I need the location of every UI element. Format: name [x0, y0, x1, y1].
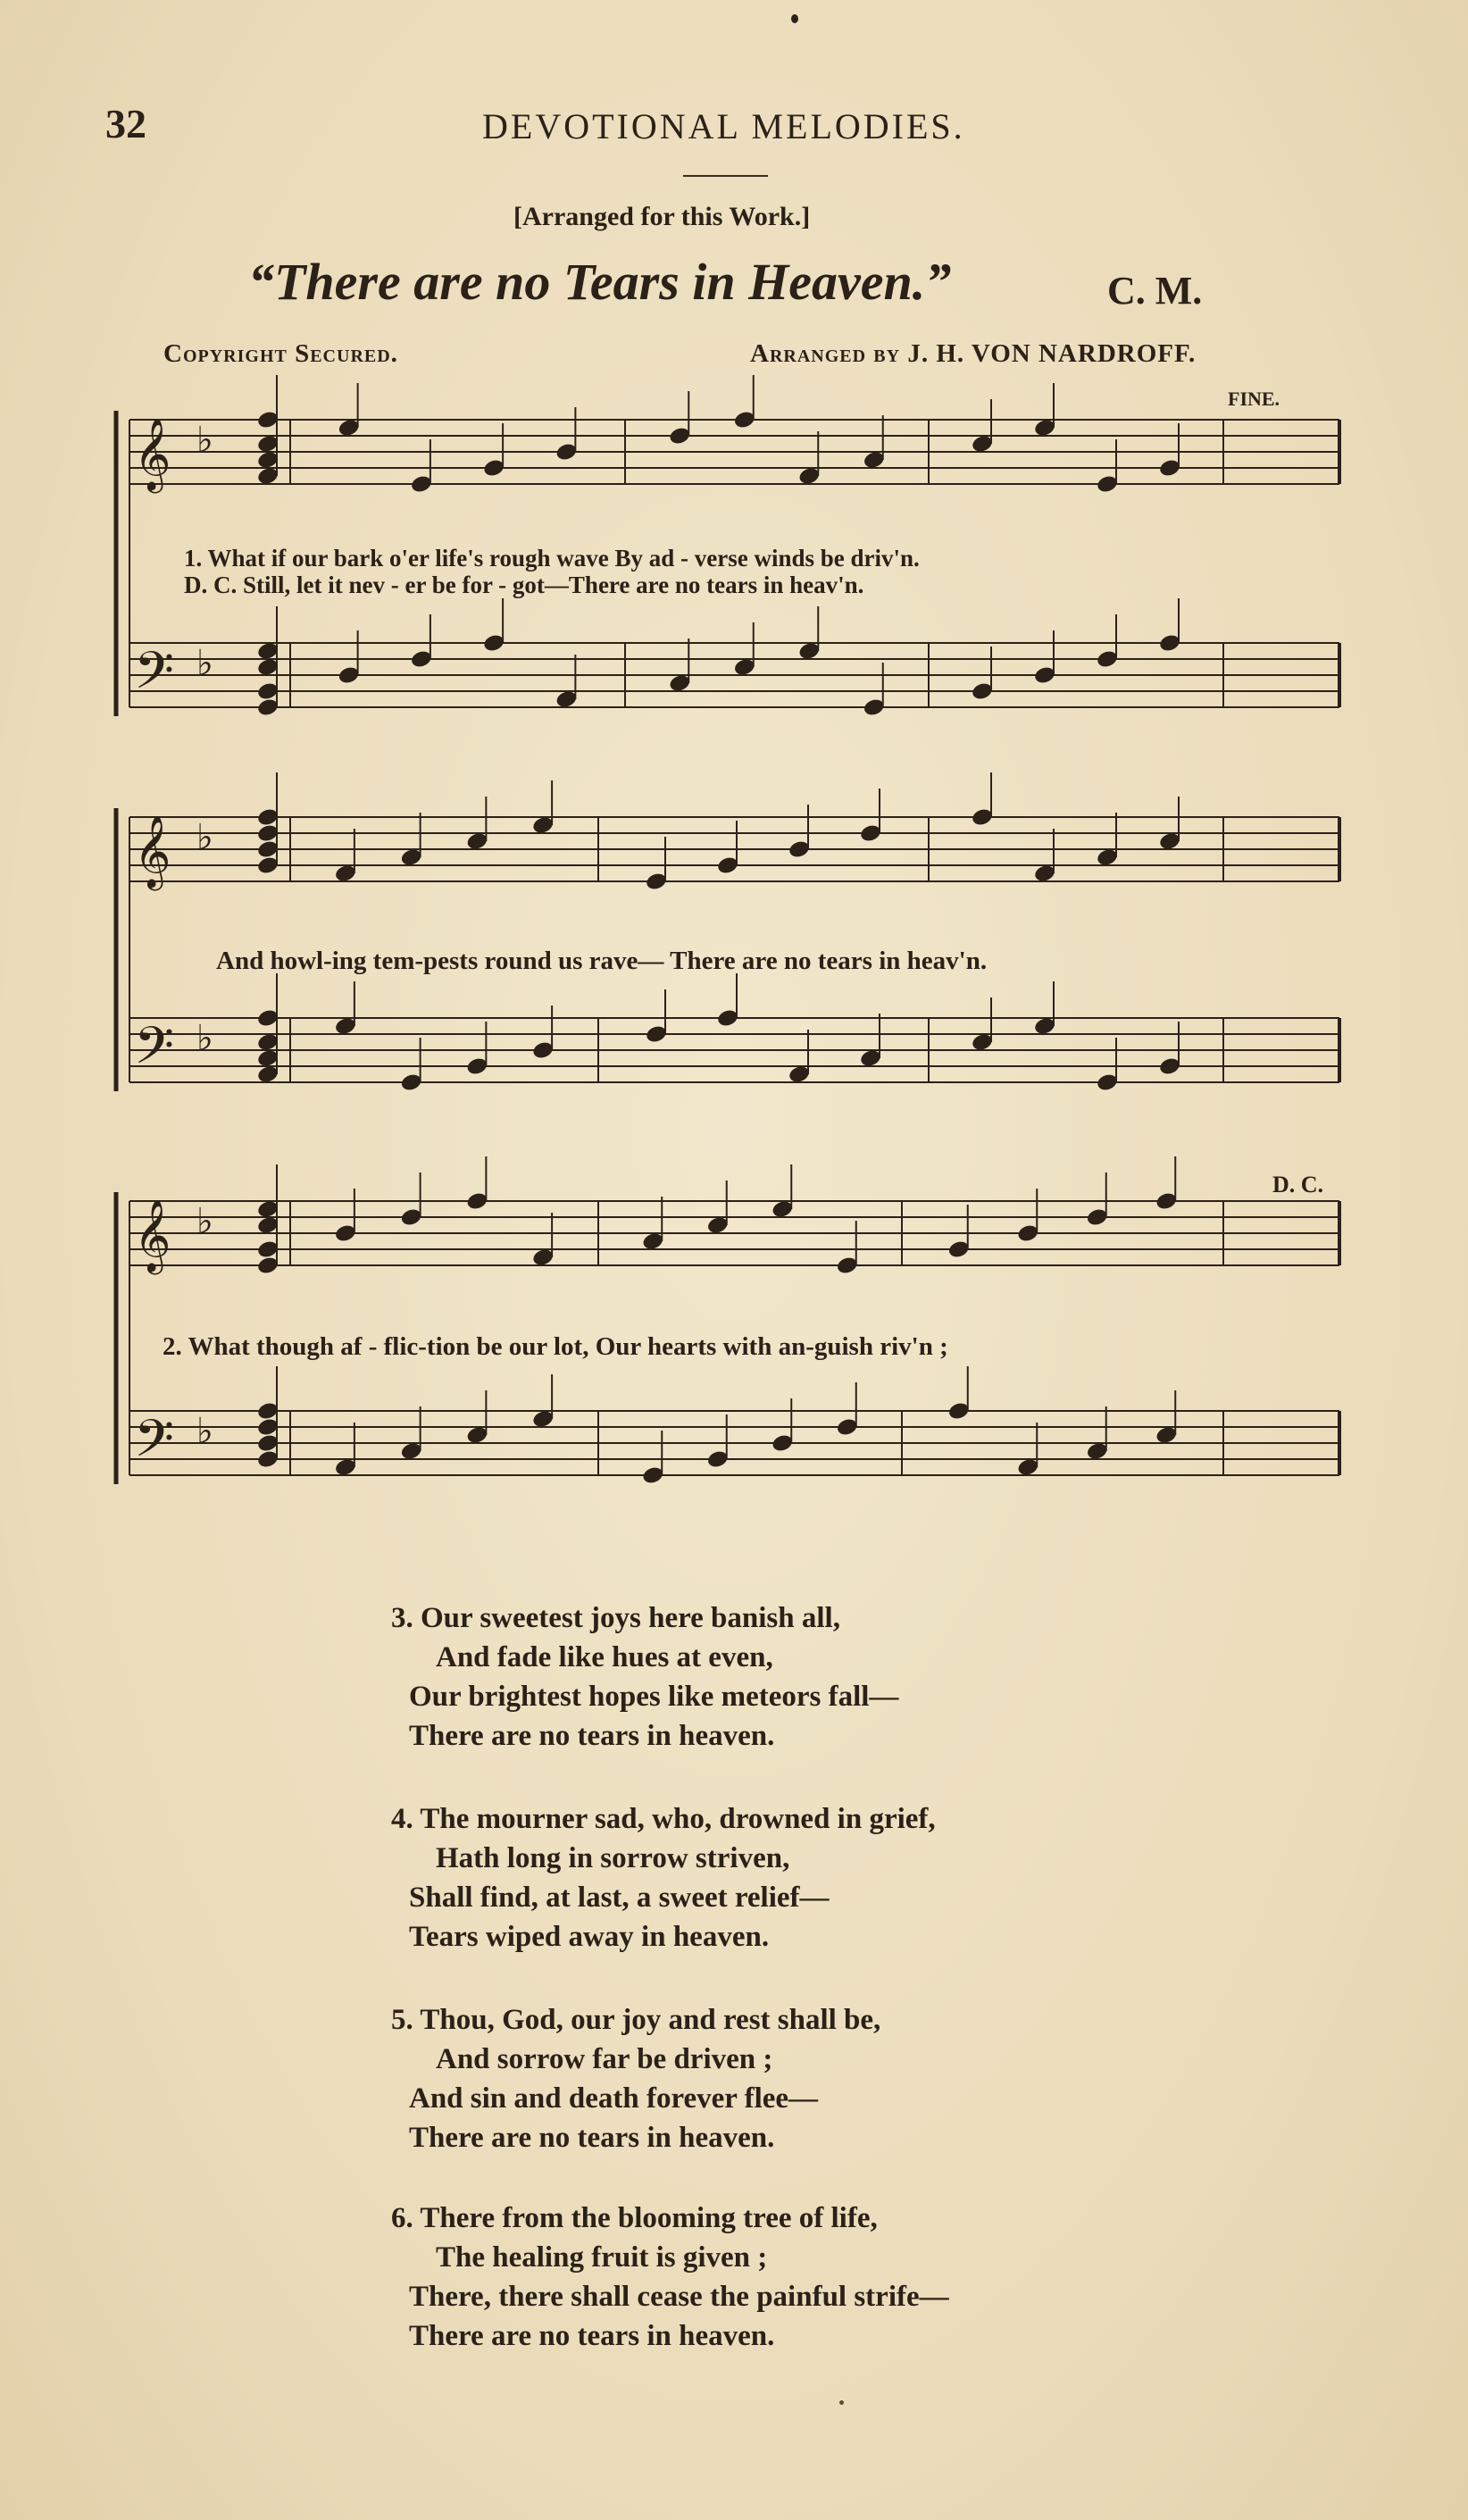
flat-sign-icon: ♭: [196, 420, 213, 461]
verse-line: There, there shall cease the painful strife—: [409, 2281, 949, 2313]
bass-clef-icon: 𝄢: [134, 640, 175, 713]
verse-line: The healing fruit is given ;: [436, 2241, 768, 2274]
running-title: DEVOTIONAL MELODIES.: [482, 106, 965, 146]
meter-label: C. M.: [1107, 269, 1203, 313]
verse-4: [391, 1799, 936, 1957]
arranger-credit: Arranged by J. H. VON NARDROFF.: [750, 339, 1197, 368]
verse-line: 6. There from the blooming tree of life,: [391, 2202, 878, 2234]
flat-sign-icon: ♭: [196, 643, 213, 684]
verse-line: 5. Thou, God, our joy and rest shall be,: [391, 2004, 881, 2036]
verse-line: Tears wiped away in heaven.: [409, 1921, 770, 1953]
verse-line: There are no tears in heaven.: [409, 2320, 775, 2352]
verse-line: 3. Our sweetest joys here banish all,: [391, 1602, 840, 1634]
treble-clef-icon: 𝄞: [134, 1198, 171, 1272]
flat-sign-icon: ♭: [196, 1018, 213, 1059]
lyric-line-2: And howl-ing tem-pests round us rave— There are no tears in heav'n.: [216, 947, 988, 975]
lyric-line-dc: D. C. Still, let it nev - er be for - got—There are no tears in heav'n.: [184, 572, 864, 598]
song-title: “There are no Tears in Heaven.”: [248, 253, 952, 311]
verse-3: [391, 1598, 898, 1756]
lyric-line-1: 1. What if our bark o'er life's rough wave By ad - verse winds be driv'n.: [184, 545, 920, 572]
lyric-line-3: 2. What though af - flic-tion be our lot, Our hearts with an-guish riv'n ;: [163, 1332, 948, 1361]
dc-mark: D. C.: [1272, 1172, 1324, 1197]
verse-5: [391, 2000, 880, 2157]
arranged-note: [Arranged for this Work.]: [513, 202, 811, 231]
bass-clef-icon: 𝄢: [134, 1408, 175, 1481]
flat-sign-icon: ♭: [196, 817, 213, 858]
verse-line: Our brightest hopes like meteors fall—: [409, 1681, 899, 1713]
verse-line: 4. The mourner sad, who, drowned in grief,: [391, 1803, 936, 1835]
fine-mark: FINE.: [1228, 388, 1280, 410]
verse-line: And sin and death forever flee—: [409, 2082, 819, 2115]
flat-sign-icon: ♭: [196, 1411, 213, 1452]
copyright-notice: Copyright Secured.: [163, 339, 398, 368]
verse-line: And fade like hues at even,: [436, 1641, 773, 1673]
verse-line: Hath long in sorrow striven,: [436, 1842, 790, 1874]
verse-line: Shall find, at last, a sweet relief—: [409, 1882, 830, 1914]
verse-6: [391, 2199, 949, 2356]
verse-line: There are no tears in heaven.: [409, 2122, 775, 2154]
ink-dot: [839, 2400, 844, 2405]
page-number: 32: [105, 101, 146, 146]
bass-clef-icon: 𝄢: [134, 1015, 175, 1089]
verse-line: And sorrow far be driven ;: [436, 2043, 773, 2075]
treble-clef-icon: 𝄞: [134, 417, 171, 490]
flat-sign-icon: ♭: [196, 1201, 213, 1242]
treble-clef-icon: 𝄞: [134, 814, 171, 888]
verse-line: There are no tears in heaven.: [409, 1720, 775, 1752]
